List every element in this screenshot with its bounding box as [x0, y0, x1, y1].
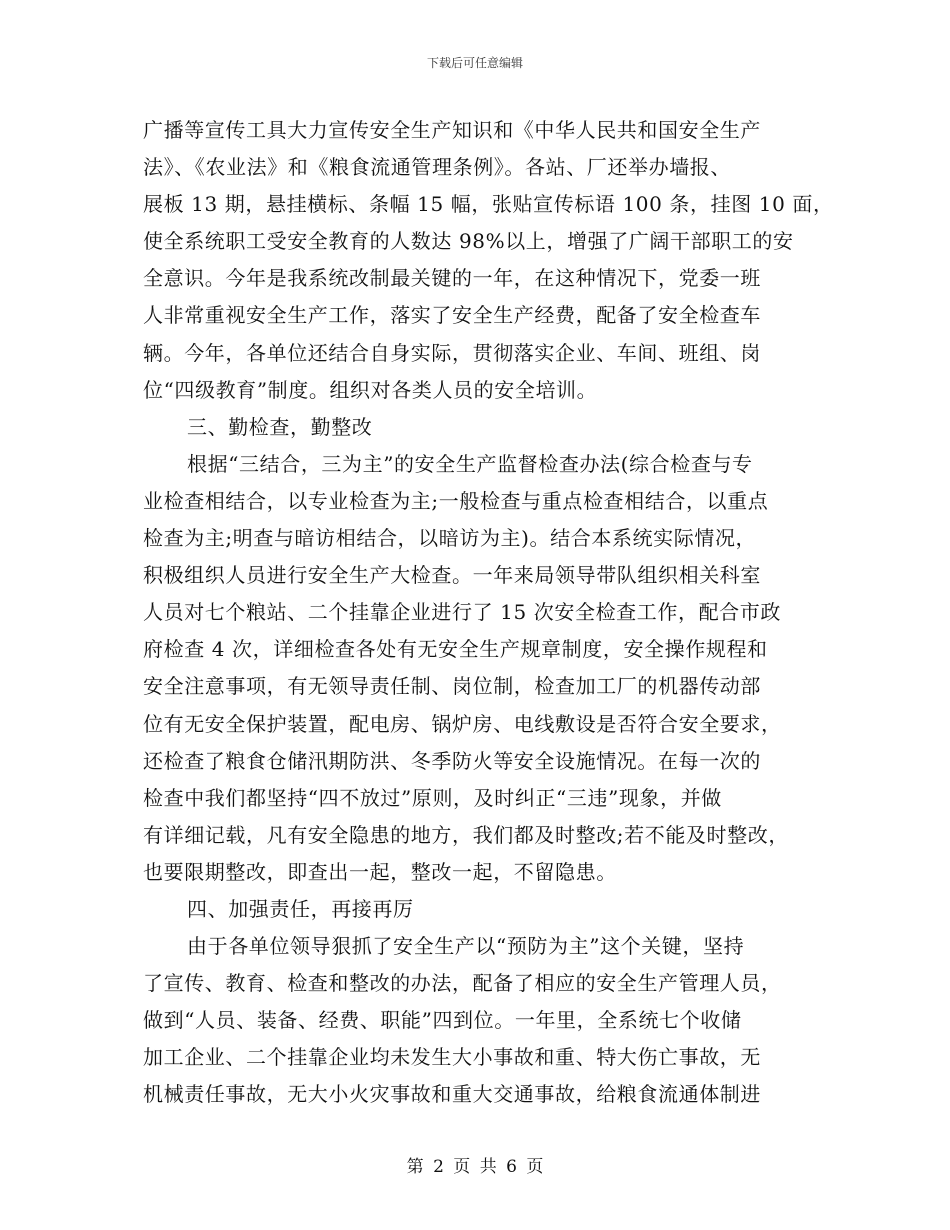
section-heading: 三、勤检查，勤整改 [187, 414, 373, 439]
text-line: 还检查了粮食仓储汛期防洪、冬季防火等安全设施情况。在每一次的 [143, 748, 761, 773]
text-line: 广播等宣传工具大力宣传安全生产知识和《中华人民共和国安全生产 [143, 118, 761, 142]
text-line: 安全注意事项，有无领导责任制、岗位制，检查加工厂的机器传动部 [143, 674, 761, 699]
document-body [143, 112, 834, 1114]
text-line: 法》、《农业法》和《粮食流通管理条例》。各站、厂还举办墙报、 [143, 155, 731, 180]
text-line: 加工企业、二个挂靠企业均未发生大小事故和重、特大伤亡事故，无 [143, 1045, 761, 1070]
text-line: 有详细记载，凡有安全隐患的地方，我们都及时整改;若不能及时整改， [143, 822, 789, 847]
text-line: 检查为主;明查与暗访相结合，以暗访为主)。结合本系统实际情况， [143, 526, 757, 551]
text-line: 位“四级教育”制度。组织对各类人员的安全培训。 [143, 377, 598, 402]
page-header: 下载后可任意编辑 [426, 56, 523, 70]
text-line: 积极组织人员进行安全生产大检查。一年来局领导带队组织相关科室 [143, 563, 761, 588]
text-line: 人非常重视安全生产工作，落实了安全生产经费，配备了安全检查车 [143, 303, 761, 328]
text-line: 辆。今年，各单位还结合自身实际，贯彻落实企业、车间、班组、岗 [143, 340, 761, 365]
text-line: 根据“三结合，三为主”的安全生产监督检查办法(综合检查与专 [187, 451, 753, 476]
text-line: 府检查 4 次，详细检查各处有无安全生产规章制度，安全操作规程和 [143, 637, 768, 662]
text-line: 使全系统职工受安全教育的人数达 98%以上，增强了广阔干部职工的安 [143, 229, 794, 254]
section-heading: 四、加强责任，再接再厉 [187, 896, 414, 921]
text-line: 也要限期整改，即查出一起，整改一起，不留隐患。 [143, 859, 617, 884]
page-footer: 第 2 页 共 6 页 [406, 1157, 544, 1177]
text-line: 位有无安全保护装置，配电房、锅炉房、电线敷设是否符合安全要求， [143, 711, 782, 736]
text-line: 展板 13 期，悬挂横标、条幅 15 幅，张贴宣传标语 100 条，挂图 10 面， [143, 192, 834, 217]
text-line: 人员对七个粮站、二个挂靠企业进行了 15 次安全检查工作，配合市政 [143, 600, 781, 625]
text-line: 检查中我们都坚持“四不放过”原则，及时纠正“三违”现象，并做 [143, 785, 722, 810]
text-line: 了宣传、教育、检查和整改的办法，配备了相应的安全生产管理人员， [143, 971, 782, 996]
text-line: 业检查相结合，以专业检查为主;一般检查与重点检查相结合，以重点 [143, 488, 769, 513]
text-line: 全意识。今年是我系统改制最关键的一年，在这种情况下，党委一班 [143, 266, 761, 291]
text-line: 做到“人员、装备、经费、职能”四到位。一年里，全系统七个收储 [143, 1008, 742, 1033]
text-line: 机械责任事故，无大小火灾事故和重大交通事故，给粮食流通体制进 [143, 1082, 761, 1107]
text-line: 由于各单位领导狠抓了安全生产以“预防为主”这个关键，坚持 [187, 934, 745, 959]
